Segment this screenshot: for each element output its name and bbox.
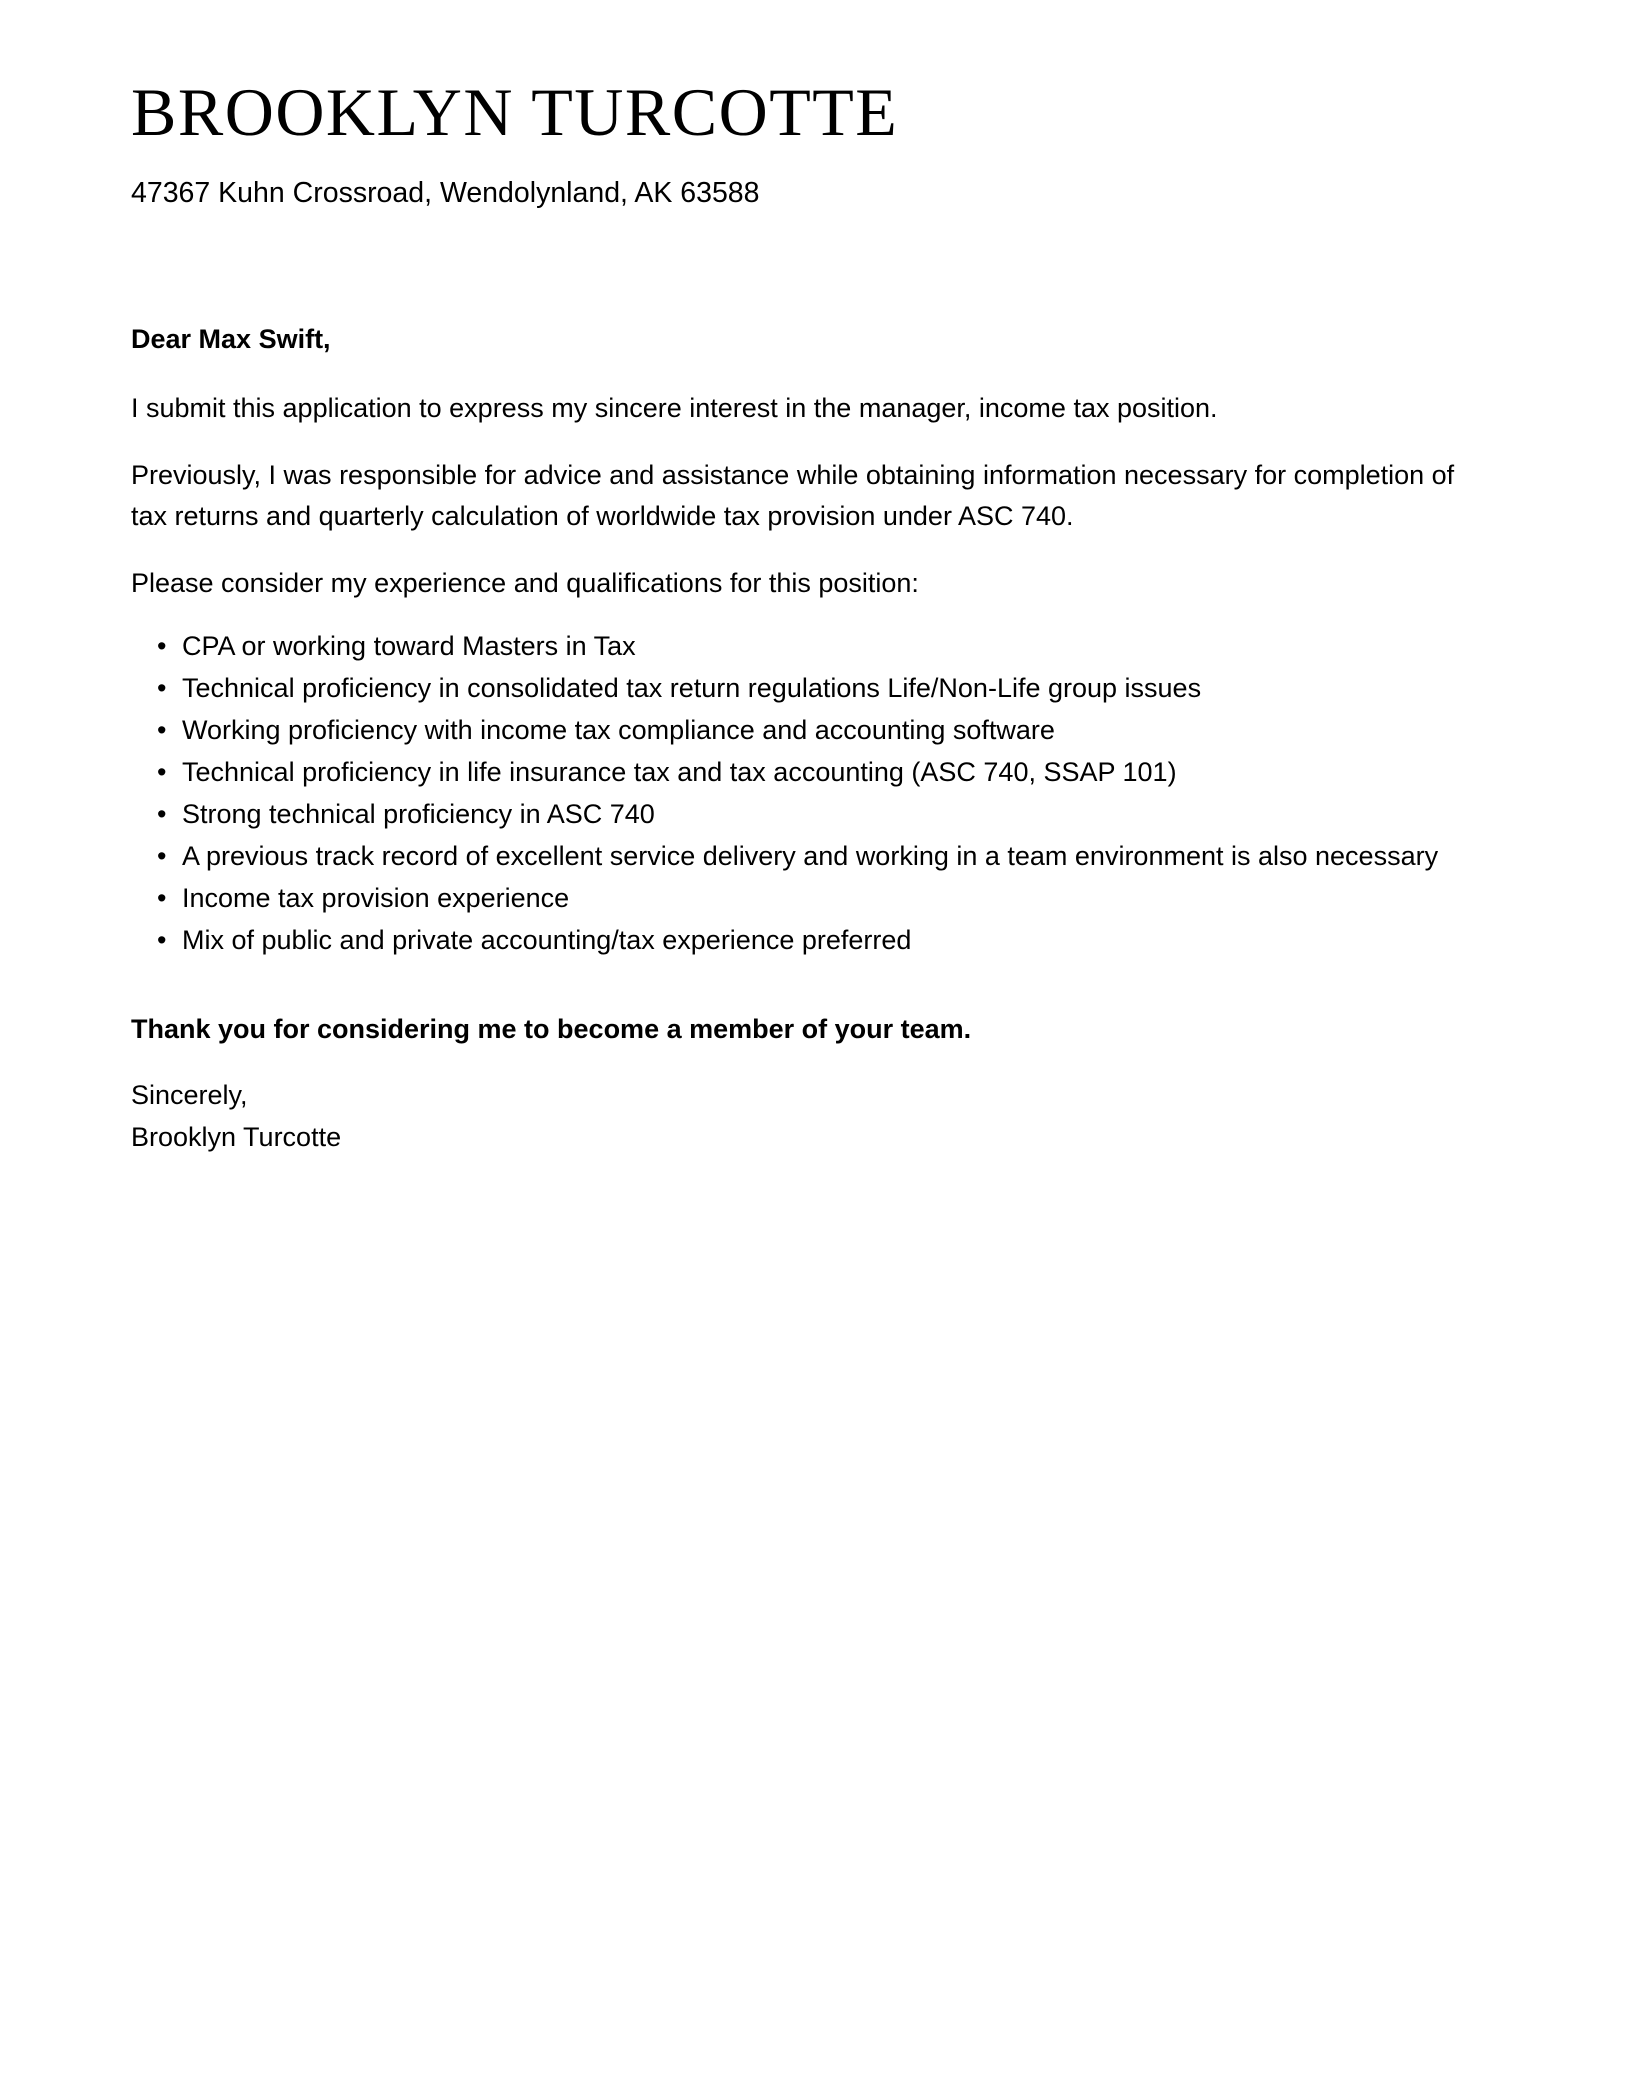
qualifications-list <box>131 604 1471 961</box>
list-item-text: Technical proficiency in life insurance tax and tax accounting (ASC 740, SSAP 101) <box>182 756 1177 787</box>
list-item-text: CPA or working toward Masters in Tax <box>182 630 636 661</box>
body-paragraph-2: Previously, I was responsible for advice and assistance while obtaining information necessary for completion of tax returns and quarterly calculation of worldwide tax provision under ASC 740. <box>131 459 1455 531</box>
list-item <box>131 710 1471 751</box>
list-item <box>131 626 1471 667</box>
list-item <box>131 878 1471 919</box>
sign-off: Sincerely, <box>131 1080 248 1111</box>
closing-statement: Thank you for considering me to become a member of your team. <box>131 1013 972 1044</box>
bullet-icon: • <box>157 630 167 661</box>
list-item-text: Income tax provision experience <box>182 882 570 913</box>
list-item-text: Strong technical proficiency in ASC 740 <box>182 798 655 829</box>
body-paragraph-1: I submit this application to express my sincere interest in the manager, income tax position. <box>131 392 1218 423</box>
list-item <box>131 668 1471 709</box>
signature-name: Brooklyn Turcotte <box>131 1121 342 1152</box>
bullet-icon: • <box>157 714 167 745</box>
list-item-text: A previous track record of excellent service delivery and working in a team environment is also necessary <box>182 840 1439 871</box>
body-paragraph-3: Please consider my experience and qualifications for this position: <box>131 567 919 598</box>
list-item <box>131 752 1471 793</box>
bullet-icon: • <box>157 882 167 913</box>
list-item-text: Working proficiency with income tax compliance and accounting software <box>182 714 1055 745</box>
list-item-text: Mix of public and private accounting/tax experience preferred <box>182 924 912 955</box>
list-item <box>131 836 1471 877</box>
bullet-icon: • <box>157 798 167 829</box>
salutation: Dear Max Swift, <box>131 324 331 355</box>
bullet-icon: • <box>157 840 167 871</box>
signature-block <box>131 1049 1471 1157</box>
list-item <box>131 794 1471 835</box>
bullet-icon: • <box>157 672 167 703</box>
list-item <box>131 920 1471 961</box>
bullet-icon: • <box>157 924 167 955</box>
letter-content <box>131 0 1471 1158</box>
list-item-text: Technical proficiency in consolidated tax return regulations Life/Non-Life group issues <box>182 672 1202 703</box>
letterhead-address: 47367 Kuhn Crossroad, Wendolynland, AK 63588 <box>131 177 760 209</box>
bullet-icon: • <box>157 756 167 787</box>
letterhead-name: BROOKLYN TURCOTTE <box>131 74 899 150</box>
